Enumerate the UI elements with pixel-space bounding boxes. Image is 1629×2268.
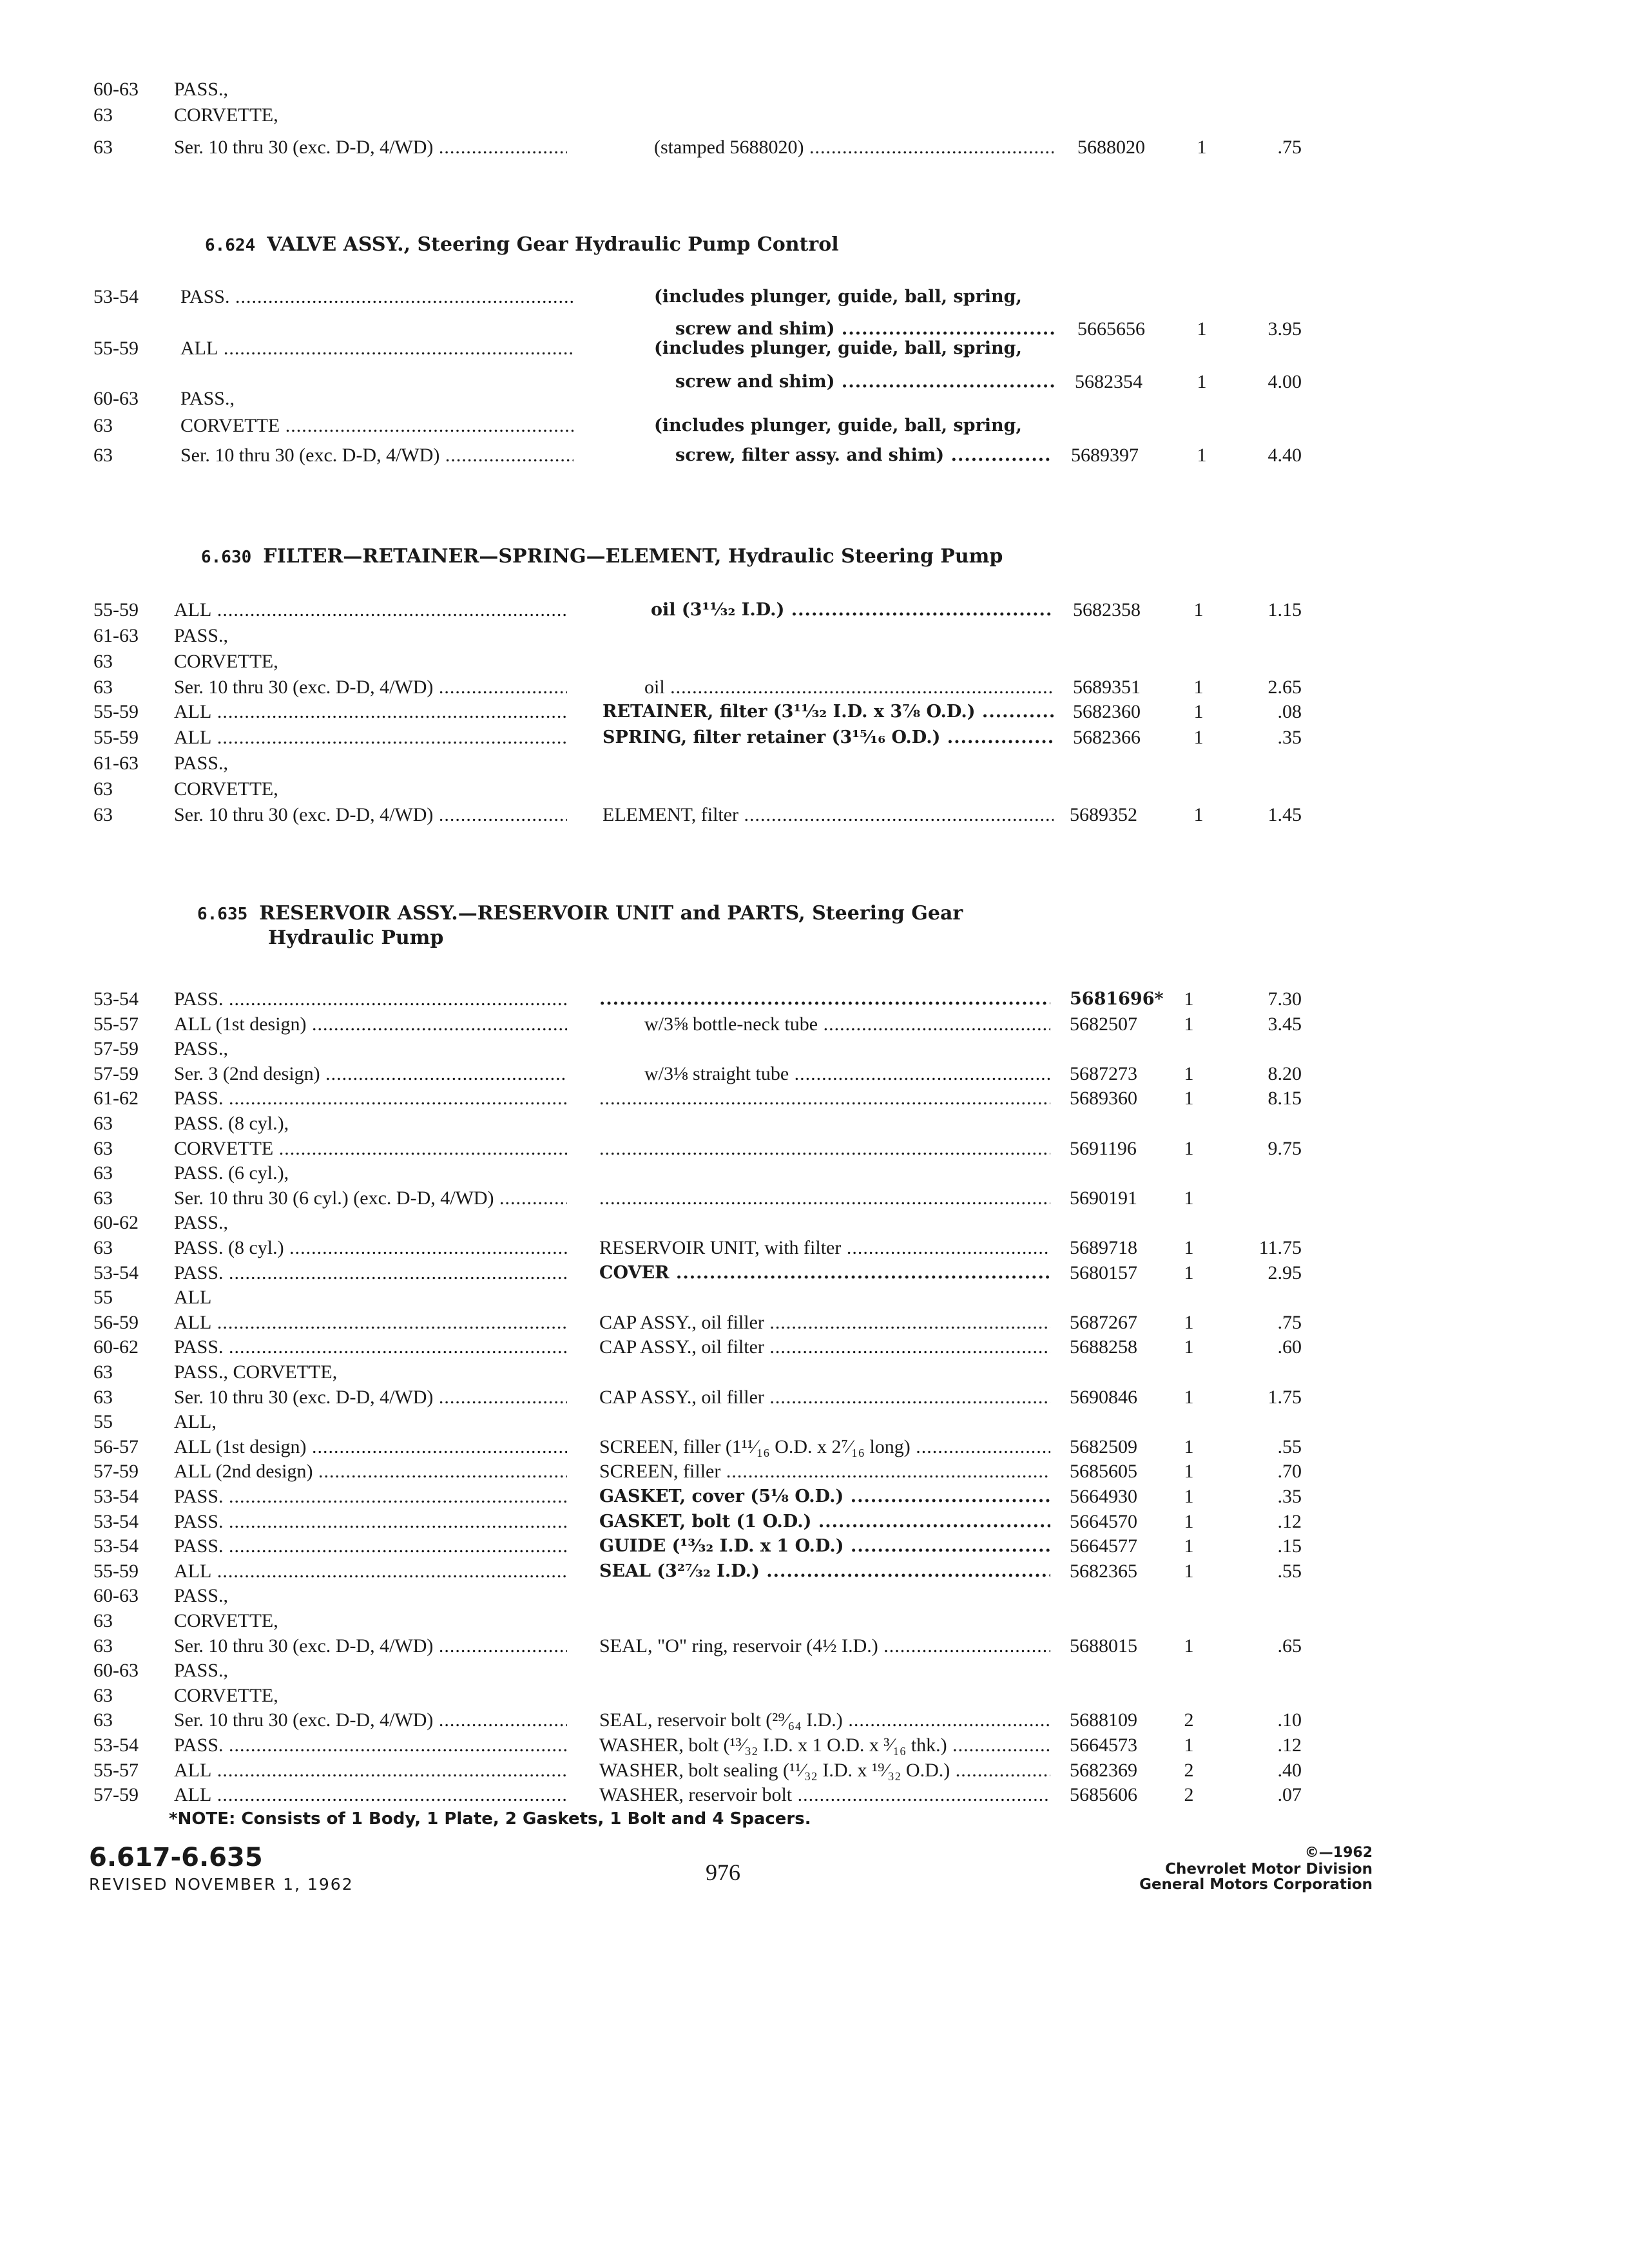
part-number-cell: 5664570 — [1070, 1511, 1137, 1532]
model-cell: PASS., — [174, 1038, 228, 1059]
description-cell: CAP ASSY., oil filler ..... — [599, 1309, 1050, 1336]
table-row — [0, 1732, 1629, 1759]
table-row — [0, 1682, 1629, 1709]
part-number-cell: 5690191 — [1070, 1187, 1137, 1209]
year-cell: 60-63 — [93, 1660, 139, 1681]
price-cell: .55 — [1277, 1436, 1302, 1457]
year-cell: 61-62 — [93, 1088, 139, 1109]
price-cell: 3.45 — [1268, 1014, 1302, 1035]
model-cell: ALL (1st design) ..... — [174, 1011, 567, 1038]
table-row: 63 CORVETTE, — [93, 778, 278, 800]
year-cell: 63 — [93, 1187, 113, 1209]
price-cell: .10 — [1277, 1709, 1302, 1731]
table-row — [0, 1085, 1629, 1112]
year-cell: 55-57 — [93, 1760, 139, 1781]
year-cell: 57-59 — [93, 1063, 139, 1084]
part-number-cell: 5682507 — [1070, 1014, 1137, 1035]
year-cell: 63 — [93, 1387, 113, 1408]
description-cell: CAP ASSY., oil filter ..... — [599, 1334, 1050, 1361]
footer-division: Chevrolet Motor Division — [1165, 1861, 1373, 1878]
quantity-cell: 1 — [1184, 1312, 1194, 1333]
table-row: 63 CORVETTE, — [93, 104, 278, 126]
description-cell: SCREEN, filler (1¹¹⁄₁₆ O.D. x 2⁷⁄₁₆ long) ..... — [599, 1434, 1050, 1461]
model-cell: PASS. ..... — [174, 1508, 567, 1535]
part-number-cell: 5682369 — [1070, 1760, 1137, 1781]
table-row: 63 Ser. 10 thru 30 (exc. D-D, 4/WD) ..... ELEMENT, filter ..... 5689352 1 1.45 — [0, 802, 1629, 829]
description-cell: GASKET, cover (5⅛ O.D.) ..... — [599, 1483, 1050, 1510]
table-row — [0, 1384, 1629, 1411]
model-cell: PASS. ..... — [174, 1533, 567, 1560]
quantity-cell: 1 — [1184, 1486, 1194, 1507]
quantity-cell: 1 — [1184, 1436, 1194, 1457]
price-cell: .55 — [1277, 1561, 1302, 1582]
table-row — [0, 1035, 1629, 1062]
year-cell: 60-62 — [93, 1336, 139, 1358]
year-cell: 57-59 — [93, 1784, 139, 1805]
part-number-cell: 5682509 — [1070, 1436, 1137, 1457]
model-cell: ALL, — [174, 1411, 217, 1432]
price-cell: 8.15 — [1268, 1088, 1302, 1109]
quantity-cell: 1 — [1184, 1461, 1194, 1482]
model-cell: Ser. 3 (2nd design) ..... — [174, 1061, 567, 1088]
table-row: 63 Ser. 10 thru 30 (exc. D-D, 4/WD) ..... oil ..... 5689351 1 2.65 — [0, 674, 1629, 701]
model-cell: PASS. ..... — [174, 1085, 567, 1112]
description-cell: GUIDE (¹³⁄₃₂ I.D. x 1 O.D.) ..... — [599, 1533, 1050, 1560]
part-number-cell: 5682365 — [1070, 1561, 1137, 1582]
table-row — [0, 1309, 1629, 1336]
price-cell: 2.95 — [1268, 1262, 1302, 1283]
year-cell: 63 — [93, 1237, 113, 1258]
table-row: 63 Ser. 10 thru 30 (exc. D-D, 4/WD) ..... (stamped 5688020) ..... 5688020 1 .75 — [0, 134, 1629, 161]
quantity-cell: 1 — [1184, 1262, 1194, 1283]
description-cell: SEAL (3²⁷⁄₃₂ I.D.) ..... — [599, 1558, 1050, 1585]
description-cell: w/3⅛ straight tube ..... — [644, 1061, 1050, 1088]
quantity-cell: 1 — [1184, 1336, 1194, 1358]
table-row: 60-63 PASS., — [93, 388, 235, 409]
table-row — [0, 1185, 1629, 1212]
table-row — [0, 1434, 1629, 1461]
price-cell: .75 — [1277, 1312, 1302, 1333]
part-number-cell: 5687267 — [1070, 1312, 1137, 1333]
table-row — [0, 1483, 1629, 1510]
year-cell: 53-54 — [93, 1486, 139, 1507]
table-row: 55-59 ALL ..... oil (3¹¹⁄₃₂ I.D.) ..... 5682358 1 1.15 — [0, 597, 1629, 624]
model-cell: Ser. 10 thru 30 (exc. D-D, 4/WD) ..... — [174, 1384, 567, 1411]
year-cell: 63 — [93, 1138, 113, 1159]
model-cell: PASS., CORVETTE, — [174, 1361, 338, 1383]
price-cell: .60 — [1277, 1336, 1302, 1358]
table-row — [0, 1408, 1629, 1436]
table-row: 55-59 ALL ..... RETAINER, filter (3¹¹⁄₃₂ I.D. x 3⅞ O.D.) ..... 5682360 1 .08 — [0, 698, 1629, 726]
quantity-cell: 2 — [1184, 1709, 1194, 1731]
quantity-cell: 1 — [1184, 1138, 1194, 1159]
year-cell: 60-63 — [93, 1585, 139, 1606]
part-number-cell: 5685605 — [1070, 1461, 1137, 1482]
description-cell: COVER ..... — [599, 1260, 1050, 1287]
part-number-cell: 5688258 — [1070, 1336, 1137, 1358]
quantity-cell: 1 — [1184, 1014, 1194, 1035]
quantity-cell: 1 — [1184, 1535, 1194, 1557]
part-number-cell: 5664930 — [1070, 1486, 1137, 1507]
table-row — [0, 1633, 1629, 1660]
description-cell: SEAL, "O" ring, reservoir (4½ I.D.) ..... — [599, 1633, 1050, 1660]
table-row — [0, 1757, 1629, 1784]
table-row: screw and shim) ..... 5665656 1 3.95 — [0, 316, 1629, 343]
year-cell: 57-59 — [93, 1461, 139, 1482]
table-row — [0, 1235, 1629, 1262]
table-row: 55-59 ALL ..... (includes plunger, guide, ball, spring, — [0, 335, 1629, 362]
year-cell: 53-54 — [93, 1735, 139, 1756]
year-cell: 53-54 — [93, 1262, 139, 1283]
description-cell — [599, 1185, 1050, 1212]
table-row — [0, 1209, 1629, 1236]
year-cell: 63 — [93, 1610, 113, 1631]
year-cell: 53-54 — [93, 988, 139, 1010]
description-cell: GASKET, bolt (1 O.D.) ..... — [599, 1508, 1050, 1535]
model-cell: ALL ..... — [174, 1782, 567, 1809]
table-row: 53-54 PASS. ..... (includes plunger, guide, ball, spring, — [0, 284, 1629, 311]
description-cell — [599, 986, 1050, 1013]
quantity-cell: 2 — [1184, 1760, 1194, 1781]
section-heading-6-635-line2: Hydraulic Pump — [268, 927, 444, 949]
year-cell: 55 — [93, 1411, 113, 1432]
table-row: 60-63 PASS., — [93, 79, 228, 100]
price-cell: .12 — [1277, 1511, 1302, 1532]
part-number-cell: 5691196 — [1070, 1138, 1137, 1159]
part-number-cell: 5664573 — [1070, 1735, 1137, 1756]
footnote: *NOTE: Consists of 1 Body, 1 Plate, 2 Gaskets, 1 Bolt and 4 Spacers. — [169, 1809, 811, 1829]
model-cell: PASS., — [174, 1660, 228, 1681]
table-row — [0, 1135, 1629, 1162]
year-cell: 53-54 — [93, 1511, 139, 1532]
price-cell: .15 — [1277, 1535, 1302, 1557]
table-row: 63 CORVETTE, — [93, 651, 278, 672]
year-cell: 55-57 — [93, 1014, 139, 1035]
table-row — [0, 1334, 1629, 1361]
quantity-cell: 1 — [1184, 1511, 1194, 1532]
model-cell: PASS. ..... — [174, 986, 567, 1013]
model-cell: PASS. (8 cyl.) ..... — [174, 1235, 567, 1262]
description-cell: RESERVOIR UNIT, with filter ..... — [599, 1235, 1050, 1262]
description-cell: SEAL, reservoir bolt (²⁹⁄₆₄ I.D.) ..... — [599, 1707, 1050, 1734]
price-cell: .70 — [1277, 1461, 1302, 1482]
model-cell: CORVETTE, — [174, 1685, 278, 1706]
model-cell: PASS. ..... — [174, 1732, 567, 1759]
table-row — [0, 1061, 1629, 1088]
price-cell: 8.20 — [1268, 1063, 1302, 1084]
table-row — [0, 1582, 1629, 1610]
section-heading-6-624: 6.624 VALVE ASSY., Steering Gear Hydraulic Pump Control — [205, 233, 839, 256]
year-cell: 63 — [93, 1635, 113, 1657]
model-cell: ALL ..... — [174, 1309, 567, 1336]
table-row: 63 Ser. 10 thru 30 (exc. D-D, 4/WD) ..... screw, filter assy. and shim) ..... 5689397 1 4.40 — [0, 442, 1629, 469]
part-number-cell: 5681696* — [1070, 989, 1164, 1009]
price-cell: .40 — [1277, 1760, 1302, 1781]
model-cell: ALL ..... — [174, 1558, 567, 1585]
part-number-cell: 5680157 — [1070, 1262, 1137, 1283]
quantity-cell: 1 — [1184, 1387, 1194, 1408]
table-row — [0, 1782, 1629, 1809]
description-cell: SCREEN, filler ..... — [599, 1458, 1050, 1485]
table-row: 61-63 PASS., — [93, 625, 228, 646]
price-cell: 11.75 — [1258, 1237, 1302, 1258]
model-cell: PASS. (6 cyl.), — [174, 1162, 289, 1184]
table-row: 61-63 PASS., — [93, 753, 228, 774]
part-number-cell: 5685606 — [1070, 1784, 1137, 1805]
price-cell: 9.75 — [1268, 1138, 1302, 1159]
model-cell: Ser. 10 thru 30 (exc. D-D, 4/WD) ..... — [174, 1633, 567, 1660]
footer-revised-date: REVISED NOVEMBER 1, 1962 — [89, 1875, 354, 1894]
quantity-cell: 1 — [1184, 1561, 1194, 1582]
table-row: 55-59 ALL ..... SPRING, filter retainer (3¹⁵⁄₁₆ O.D.) ..... 5682366 1 .35 — [0, 724, 1629, 751]
quantity-cell: 1 — [1184, 988, 1194, 1010]
year-cell: 55-59 — [93, 1561, 139, 1582]
table-row — [0, 1533, 1629, 1560]
section-heading-6-635: 6.635 RESERVOIR ASSY.—RESERVOIR UNIT and PARTS, Steering Gear — [197, 902, 963, 925]
part-number-cell: 5690846 — [1070, 1387, 1137, 1408]
table-row — [0, 1011, 1629, 1038]
model-cell: ALL — [174, 1287, 212, 1308]
year-cell: 63 — [93, 1685, 113, 1706]
quantity-cell: 1 — [1184, 1237, 1194, 1258]
table-row: screw and shim) ..... 5682354 1 4.00 — [0, 369, 1629, 396]
quantity-cell: 1 — [1184, 1063, 1194, 1084]
price-cell: 1.75 — [1268, 1387, 1302, 1408]
section-heading-6-630: 6.630 FILTER—RETAINER—SPRING—ELEMENT, Hydraulic Steering Pump — [201, 545, 1003, 568]
year-cell: 63 — [93, 1361, 113, 1383]
table-row — [0, 1458, 1629, 1485]
table-row — [0, 1608, 1629, 1635]
footer-copyright: ©—1962 — [1304, 1845, 1373, 1861]
table-row — [0, 1508, 1629, 1535]
table-row — [0, 1707, 1629, 1734]
quantity-cell: 2 — [1184, 1784, 1194, 1805]
description-cell: WASHER, reservoir bolt ..... — [599, 1782, 1050, 1809]
description-cell — [599, 1085, 1050, 1112]
footer-corporation: General Motors Corporation — [1139, 1876, 1373, 1893]
price-cell: .35 — [1277, 1486, 1302, 1507]
model-cell: ALL (2nd design) ..... — [174, 1458, 567, 1485]
year-cell: 63 — [93, 1113, 113, 1134]
table-row — [0, 1110, 1629, 1137]
model-cell: PASS. ..... — [174, 1260, 567, 1287]
year-cell: 56-59 — [93, 1312, 139, 1333]
part-number-cell: 5688015 — [1070, 1635, 1137, 1657]
year-cell: 56-57 — [93, 1436, 139, 1457]
model-cell: Ser. 10 thru 30 (6 cyl.) (exc. D-D, 4/WD) ..... — [174, 1185, 567, 1212]
table-row: 63 CORVETTE ..... (includes plunger, guide, ball, spring, — [0, 412, 1629, 439]
year-cell: 55 — [93, 1287, 113, 1308]
price-cell: .07 — [1277, 1784, 1302, 1805]
model-cell: PASS. ..... — [174, 1483, 567, 1510]
part-number-cell: 5689718 — [1070, 1237, 1137, 1258]
year-cell: 63 — [93, 1162, 113, 1184]
description-cell — [599, 1135, 1050, 1162]
table-row — [0, 1558, 1629, 1585]
table-row — [0, 1160, 1629, 1187]
year-cell: 63 — [93, 1709, 113, 1731]
table-row — [0, 1657, 1629, 1684]
model-cell: PASS. (8 cyl.), — [174, 1113, 289, 1134]
price-cell: .12 — [1277, 1735, 1302, 1756]
price-cell: 7.30 — [1268, 988, 1302, 1010]
page-number: 976 — [706, 1860, 740, 1885]
quantity-cell: 1 — [1184, 1635, 1194, 1657]
table-row — [0, 986, 1629, 1013]
part-number-cell: 5664577 — [1070, 1535, 1137, 1557]
model-cell: ALL (1st design) ..... — [174, 1434, 567, 1461]
table-row — [0, 1260, 1629, 1287]
quantity-cell: 1 — [1184, 1088, 1194, 1109]
table-row — [0, 1284, 1629, 1311]
year-cell: 53-54 — [93, 1535, 139, 1557]
model-cell: PASS., — [174, 1585, 228, 1606]
model-cell: Ser. 10 thru 30 (exc. D-D, 4/WD) ..... — [174, 1707, 567, 1734]
price-cell: .65 — [1277, 1635, 1302, 1657]
description-cell: WASHER, bolt (¹³⁄₃₂ I.D. x 1 O.D. x ³⁄₁₆ thk.) ..... — [599, 1732, 1050, 1759]
description-cell: w/3⅝ bottle-neck tube ..... — [644, 1011, 1050, 1038]
year-cell: 57-59 — [93, 1038, 139, 1059]
part-number-cell: 5688109 — [1070, 1709, 1137, 1731]
model-cell: ALL ..... — [174, 1757, 567, 1784]
quantity-cell: 1 — [1184, 1187, 1194, 1209]
table-row — [0, 1359, 1629, 1386]
model-cell: PASS. ..... — [174, 1334, 567, 1361]
description-cell: CAP ASSY., oil filler ..... — [599, 1384, 1050, 1411]
description-cell: WASHER, bolt sealing (¹¹⁄₃₂ I.D. x ¹⁹⁄₃₂ O.D.) ..... — [599, 1757, 1050, 1784]
footer-section-range: 6.617-6.635 — [89, 1843, 263, 1872]
part-number-cell: 5687273 — [1070, 1063, 1137, 1084]
quantity-cell: 1 — [1184, 1735, 1194, 1756]
model-cell: CORVETTE, — [174, 1610, 278, 1631]
year-cell: 60-62 — [93, 1212, 139, 1233]
part-number-cell: 5689360 — [1070, 1088, 1137, 1109]
model-cell: PASS., — [174, 1212, 228, 1233]
model-cell: CORVETTE ..... — [174, 1135, 567, 1162]
